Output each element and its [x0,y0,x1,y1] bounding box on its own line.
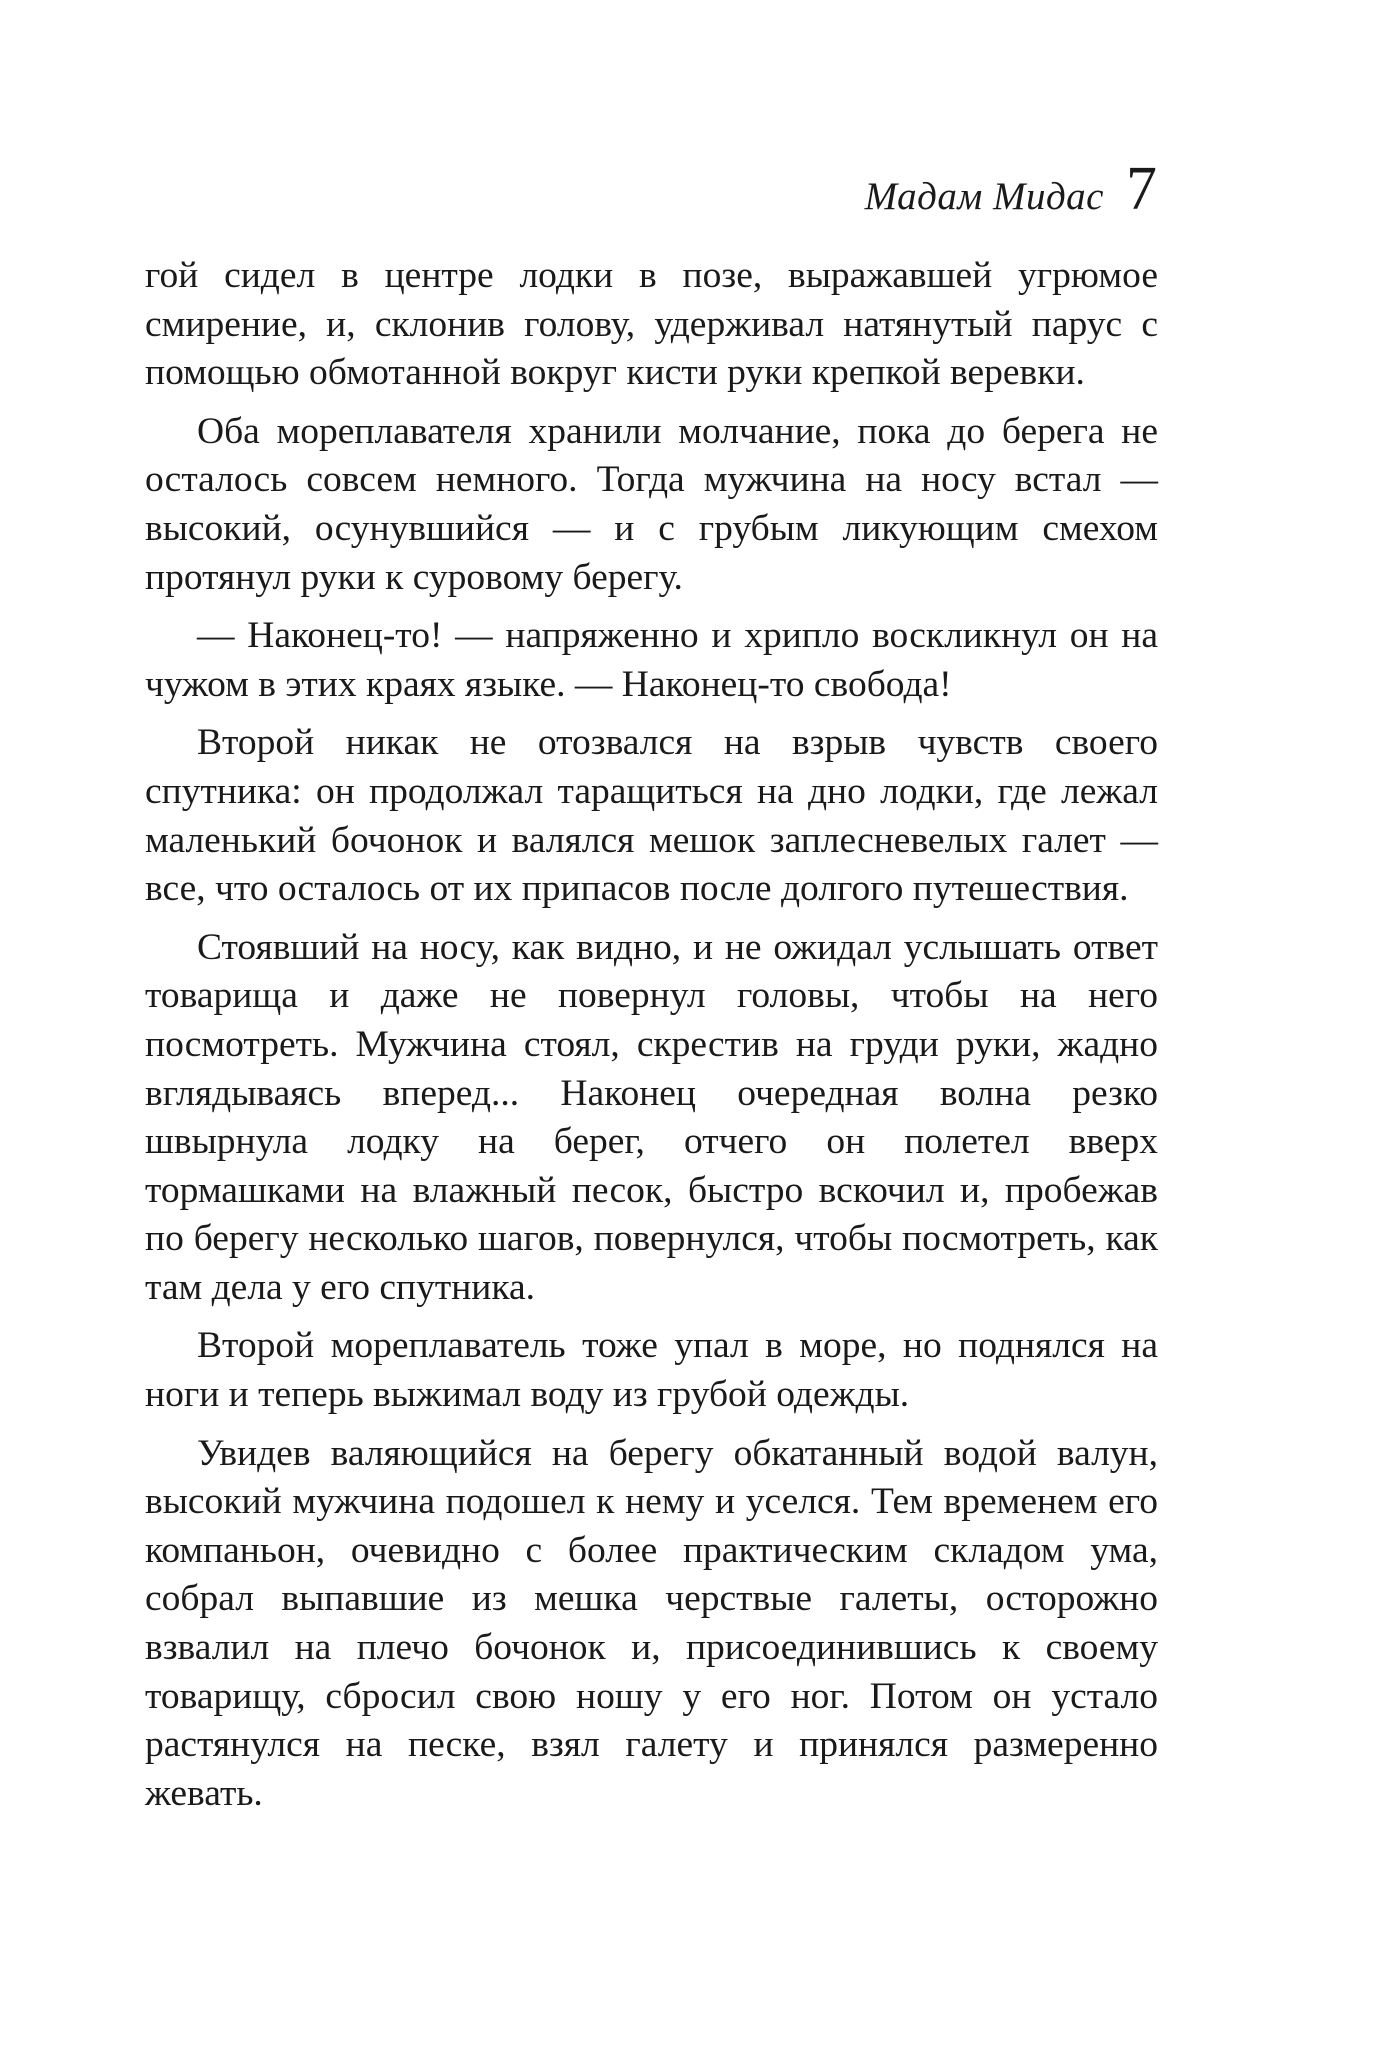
paragraph: Стоявший на носу, как видно, и не ожидал услышать ответ товарища и даже не повернул головы, чтобы на него посмотреть. Мужчина стоял, скрестив на груди руки, жадно вглядываясь вперед... Наконец очередная волна резко швырнула лодку на берег, отчего он полетел вверх тормашками на влажный песок, быстро вскочил и, пробежав по берегу несколько шагов, повернулся, чтобы посмотреть, как там дела у его спутника. [145,926,1158,1308]
paragraph: гой сидел в центре лодки в позе, выражавшей угрюмое смирение, и, склонив голову, удерживал натянутый парус с помощью обмотанной вокруг кисти руки крепкой веревки. [145,255,1158,394]
page-number: 7 [1126,155,1157,223]
running-head [864,155,1157,223]
paragraph: Второй мореплаватель тоже упал в море, но поднялся на ноги и теперь выжимал воду из грубой одежды. [145,1325,1158,1416]
body-text [145,252,1158,1828]
paragraph: — Наконец-то! — напряженно и хрипло воскликнул он на чужом в этих краях языке. — Наконец-то свобода! [145,615,1158,705]
paragraph: Увидев валяющийся на берегу обкатанный водой валун, высокий мужчина подошел к нему и уселся. Тем временем его компаньон, очевидно с более практическим складом ума, собрал выпавшие из мешка черствые галеты, осторожно взвалил на плечо бочонок и, присоединившись к своему товарищу, сбросил свою ношу у его ног. Потом он устало растянулся на песке, взял галету и принялся размеренно жевать. [145,1432,1158,1814]
running-title: Мадам Мидас [864,175,1104,218]
paragraph: Оба мореплавателя хранили молчание, пока до берега не осталось совсем немного. Тогда мужчина на носу встал — высокий, осунувшийся — и с грубым ликующим смехом протянул руки к суровому берегу. [145,410,1158,598]
paragraph: Второй никак не отозвался на взрыв чувств своего спутника: он продолжал таращиться на дно лодки, где лежал маленький бочонок и валялся мешок заплесневелых галет — все, что осталось от их припасов после долгого путешествия. [145,722,1158,910]
